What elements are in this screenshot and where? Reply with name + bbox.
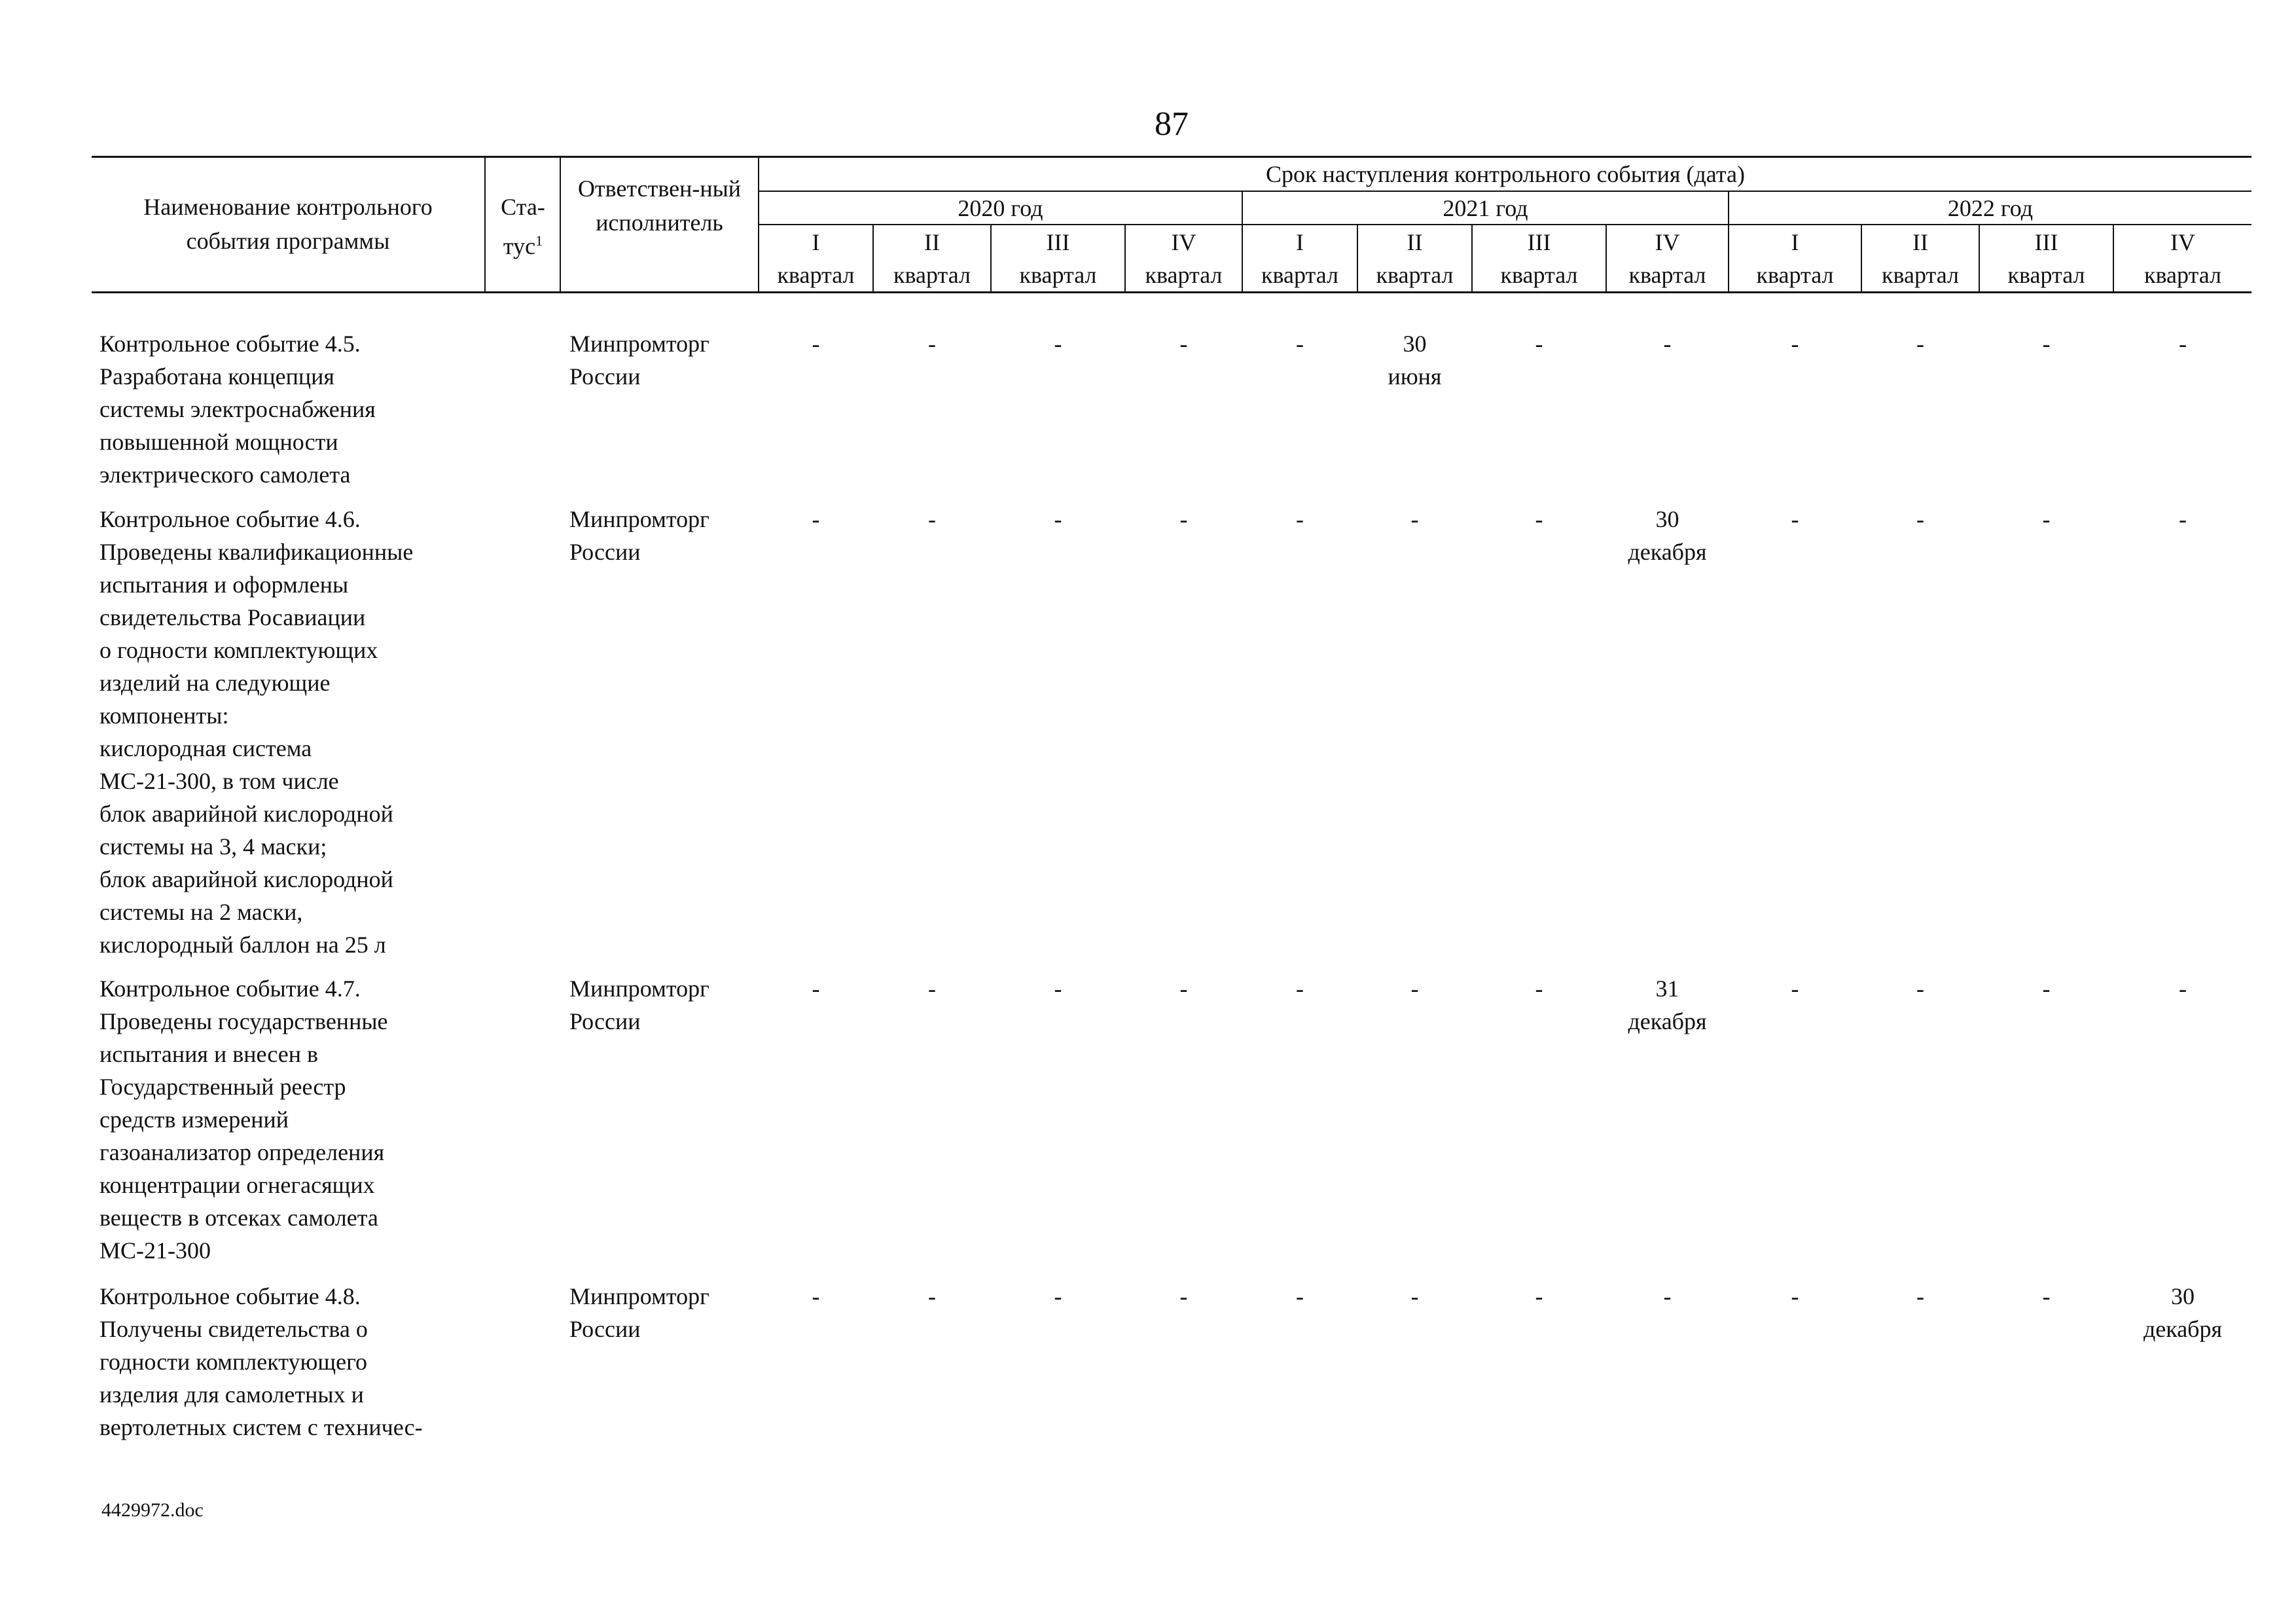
header-year-2020: 2020 год	[958, 195, 1043, 221]
quarter-number: III	[1527, 229, 1551, 255]
quarter-label: квартал	[1145, 262, 1223, 288]
quarter-cell: -	[1054, 331, 1062, 357]
quarter-cell: -	[2042, 1283, 2051, 1309]
header-responsible: Ответствен-ный исполнитель	[577, 175, 742, 236]
quarter-cell: -	[1663, 331, 1672, 357]
quarter-cell: -	[928, 1283, 936, 1309]
quarter-number: II	[1407, 229, 1423, 255]
header-year-2022: 2022 год	[1947, 195, 2034, 221]
quarter-cell: -	[928, 331, 936, 357]
quarter-cell: -	[1296, 1283, 1304, 1309]
quarter-cell: -	[1791, 506, 1799, 532]
quarter-label: квартал	[1019, 262, 1097, 288]
responsible-executor: Минпромторг России	[569, 1283, 709, 1342]
quarter-number: II	[924, 229, 940, 255]
quarter-cell: -	[1916, 976, 1924, 1002]
quarter-cell: -	[2042, 506, 2051, 532]
event-description: Контрольное событие 4.8. Получены свидетельства о годности комплектующего изделия для самолетных и вертолетных систем с техничес-	[99, 1283, 423, 1440]
header-status-text: Ста-тус	[501, 194, 545, 259]
quarter-number: I	[1791, 229, 1799, 255]
quarter-cell: -	[1535, 331, 1543, 357]
quarter-cell: -	[2042, 331, 2051, 357]
responsible-executor: Минпромторг России	[569, 331, 709, 390]
quarter-cell: -	[1179, 1283, 1188, 1309]
quarter-label: квартал	[777, 262, 855, 288]
col-rule	[484, 156, 486, 293]
quarter-label: квартал	[1756, 262, 1834, 288]
quarter-cell: -	[1054, 976, 1062, 1002]
quarter-label: квартал	[1261, 262, 1338, 288]
header-year-2021: 2021 год	[1443, 195, 1528, 221]
quarter-number: I	[812, 229, 820, 255]
quarter-cell: -	[1179, 331, 1188, 357]
quarter-cell: 31 декабря	[1628, 976, 1707, 1034]
quarter-cell: -	[1663, 1283, 1672, 1309]
quarter-cell: -	[928, 976, 936, 1002]
header-name: Наименование контрольного события программы	[143, 194, 433, 254]
responsible-executor: Минпромторг России	[569, 506, 709, 565]
col-rule	[560, 156, 561, 293]
header-bottom-rule	[92, 291, 2251, 293]
quarter-cell: -	[1916, 506, 1924, 532]
header-deadline: Срок наступления контрольного события (дата)	[1266, 161, 1745, 187]
quarter-number: I	[1296, 229, 1304, 255]
quarter-cell: 30 июня	[1388, 331, 1442, 390]
quarter-cell: -	[2179, 331, 2187, 357]
event-description: Контрольное событие 4.6. Проведены квалификационные испытания и оформлены свидетельства Росавиации о годности комплектующих изделий на следующие компоненты: кислородная система МС-21-300, в том числе блок аварийной кислородной системы на 3, 4 маски; блок аварийной кислородной системы на 2 маски, кислородный баллон на 25 л	[99, 506, 414, 958]
quarter-cell: -	[1054, 1283, 1062, 1309]
quarter-cell: -	[1791, 331, 1799, 357]
quarter-cell: -	[1410, 976, 1419, 1002]
quarter-cell: -	[812, 331, 820, 357]
quarter-cell: -	[1535, 976, 1543, 1002]
quarter-cell: -	[928, 506, 936, 532]
quarter-number: II	[1912, 229, 1928, 255]
quarter-cell: -	[812, 1283, 820, 1309]
quarter-cell: -	[1410, 506, 1419, 532]
quarter-label: квартал	[1376, 262, 1454, 288]
quarter-cell: -	[1916, 1283, 1924, 1309]
quarter-number: III	[1046, 229, 1070, 255]
quarter-cell: 30 декабря	[2143, 1283, 2223, 1342]
quarter-number: IV	[2170, 229, 2195, 255]
quarter-cell: -	[1296, 506, 1304, 532]
quarter-label: квартал	[1628, 262, 1706, 288]
header-status-sup: 1	[535, 232, 543, 249]
quarter-cell: -	[2042, 976, 2051, 1002]
quarter-number: IV	[1655, 229, 1680, 255]
quarter-cell: -	[812, 976, 820, 1002]
quarter-cell: -	[1179, 976, 1188, 1002]
quarter-cell: -	[1535, 1283, 1543, 1309]
quarter-label: квартал	[893, 262, 971, 288]
quarter-cell: -	[1791, 1283, 1799, 1309]
quarter-cell: -	[2179, 976, 2187, 1002]
event-description: Контрольное событие 4.7. Проведены государственные испытания и внесен в Государственный реестр средств измерений газоанализатор определения концентрации огнегасящих веществ в отсеках самолета МС-21-300	[99, 976, 388, 1264]
quarter-cell: -	[1410, 1283, 1419, 1309]
header-status	[488, 190, 558, 263]
quarter-label: квартал	[1882, 262, 1959, 288]
footer-filename: 4429972.doc	[101, 1499, 204, 1521]
quarter-cell: -	[812, 506, 820, 532]
quarter-cell: -	[1054, 506, 1062, 532]
page-number: 87	[1155, 105, 1189, 143]
quarter-label: квартал	[1500, 262, 1578, 288]
quarter-cell: -	[1791, 976, 1799, 1002]
quarter-cell: 30 декабря	[1628, 506, 1707, 565]
quarter-cell: -	[1296, 976, 1304, 1002]
quarter-cell: -	[1916, 331, 1924, 357]
event-description: Контрольное событие 4.5. Разработана концепция системы электроснабжения повышенной мощности электрического самолета	[99, 331, 376, 488]
quarter-cell: -	[2179, 506, 2187, 532]
quarter-cell: -	[1296, 331, 1304, 357]
quarter-cell: -	[1179, 506, 1188, 532]
quarter-number: III	[2034, 229, 2058, 255]
quarter-label: квартал	[2007, 262, 2085, 288]
quarter-cell: -	[1535, 506, 1543, 532]
quarter-label: квартал	[2144, 262, 2221, 288]
quarter-number: IV	[1171, 229, 1196, 255]
responsible-executor: Минпромторг России	[569, 976, 709, 1034]
